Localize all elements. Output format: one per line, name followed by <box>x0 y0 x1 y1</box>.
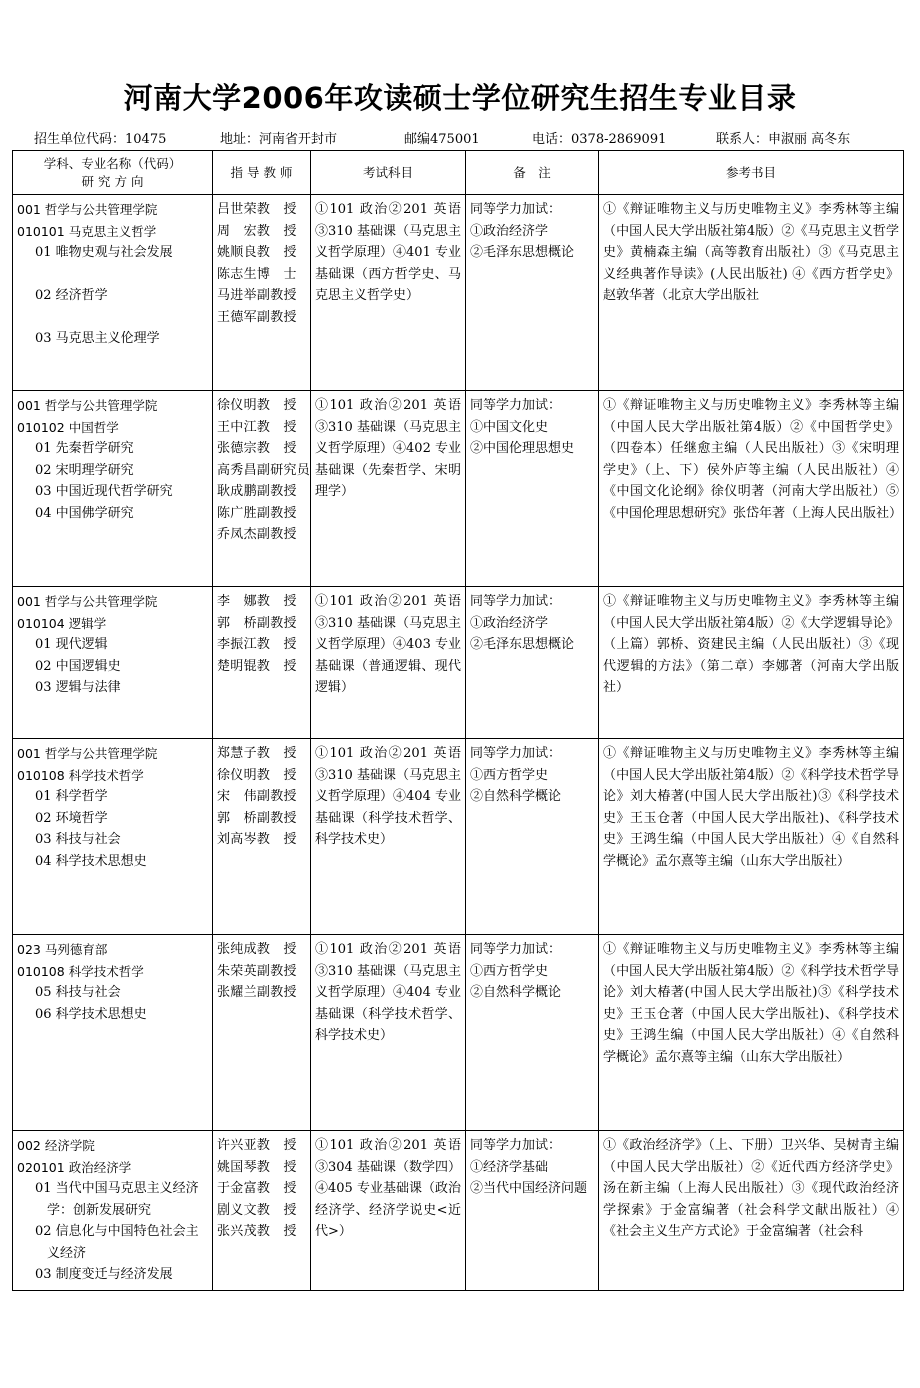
institution-info <box>0 128 920 148</box>
supervisor: 姚国琴教 授 <box>217 1159 297 1175</box>
direction: 01 先秦哲学研究 <box>35 441 134 456</box>
institution-phone: 电话：0378-2869091 <box>532 132 667 147</box>
major: 010104 逻辑学 <box>17 615 107 631</box>
department: 001 哲学与公共管理学院 <box>17 594 158 609</box>
note-line: ①政治经济学 <box>470 615 549 631</box>
supervisor: 宋 伟副教授 <box>217 789 297 804</box>
direction: 01 唯物史观与社会发展 <box>35 245 173 260</box>
header-exam: 考试科目 <box>311 151 466 195</box>
header-subject <box>13 151 213 195</box>
note-line: ①西方哲学史 <box>470 963 549 979</box>
table-row <box>13 587 904 739</box>
notes-cell <box>466 195 599 391</box>
supervisor: 朱荣英副教授 <box>217 963 297 979</box>
supervisor: 李 娜教 授 <box>217 594 297 609</box>
direction: 02 经济哲学 <box>35 288 108 303</box>
table-row <box>13 1131 904 1291</box>
table-row <box>13 739 904 935</box>
direction: 02 中国逻辑史 <box>35 658 121 674</box>
supervisor-cell <box>213 195 311 391</box>
books-cell: ①《辩证唯物主义与历史唯物主义》李秀林等主编（中国人民大学出版社第4版）②《马克思主义哲学史》黄楠森主编（高等教育出版社）③《马克思主义经典著作导读》(人民出版社) ④《西方哲学史》赵敦华著（北京大学出版社 <box>599 195 904 391</box>
direction: 04 科学技术思想史 <box>35 853 147 869</box>
note-line: ②当代中国经济问题 <box>470 1181 588 1196</box>
table-header-row <box>13 151 904 195</box>
exam-cell: ①101 政治②201 英语③310 基础课（马克思主义哲学原理）④404 专业基础课（科学技术哲学、科学技术史） <box>311 935 466 1131</box>
books-cell: ①《政治经济学》（上、下册）卫兴华、吴树青主编（中国人民大学出版社）②《近代西方经济学史》汤在新主编（上海人民出版社）③《现代政治经济学探索》于金富编著（社会科学文献出版社）④《社会主义生产方式论》于金富编著（社会科 <box>599 1131 904 1291</box>
supervisor: 张纯成教 授 <box>217 942 297 957</box>
supervisor: 徐仪明教 授 <box>217 767 297 783</box>
note-line: ②中国伦理思想史 <box>470 441 575 456</box>
books-cell: ①《辩证唯物主义与历史唯物主义》李秀林等主编（中国人民大学出版社第4版）②《科学技术哲学导论》刘大椿著(中国人民大学出版社)③《科学技术史》王玉仓著（中国人民大学出版社)、《科学技术史》王鸿生编（中国人民大学出版社）④《自然科学概论》孟尔熹等主编（山东大学出版社） <box>599 935 904 1131</box>
notes-cell <box>466 391 599 587</box>
department: 002 经济学院 <box>17 1138 95 1153</box>
department: 001 哲学与公共管理学院 <box>17 398 158 413</box>
department: 001 哲学与公共管理学院 <box>17 746 158 761</box>
note-line: 同等学力加试： <box>470 398 562 413</box>
supervisor: 许兴亚教 授 <box>217 1138 297 1153</box>
subject-cell <box>13 195 213 391</box>
major: 020101 政治经济学 <box>17 1159 132 1175</box>
note-line: ①中国文化史 <box>470 419 549 435</box>
subject-cell <box>13 739 213 935</box>
major: 010101 马克思主义哲学 <box>17 223 157 239</box>
direction: 03 马克思主义伦理学 <box>35 331 160 346</box>
supervisor: 徐仪明教 授 <box>217 398 297 413</box>
note-line: ①西方哲学史 <box>470 767 549 783</box>
direction: 01 科学哲学 <box>35 789 108 804</box>
exam-cell: ①101 政治②201 英语③310 基础课（马克思主义哲学原理）④401 专业基础课（西方哲学史、马克思主义哲学史） <box>311 195 466 391</box>
direction: 06 科学技术思想史 <box>35 1006 147 1022</box>
table-row <box>13 391 904 587</box>
direction: 02 信息化与中国特色社会主义经济 <box>35 1224 199 1261</box>
supervisor: 陈志生博 士 <box>217 266 297 282</box>
institution-address: 地址：河南省开封市 <box>220 132 338 147</box>
notes-cell <box>466 587 599 739</box>
note-line: 同等学力加试： <box>470 594 562 609</box>
supervisor: 张耀兰副教授 <box>217 985 297 1000</box>
supervisor: 于金富教 授 <box>217 1181 297 1196</box>
direction: 05 科技与社会 <box>35 985 121 1000</box>
supervisor-cell <box>213 739 311 935</box>
exam-cell: ①101 政治②201 英语③310 基础课（马克思主义哲学原理）④404 专业基础课（科学技术哲学、科学技术史） <box>311 739 466 935</box>
page-title: 河南大学2006年攻读硕士学位研究生招生专业目录 <box>123 81 797 115</box>
supervisor: 周 宏教 授 <box>217 223 297 239</box>
notes-cell <box>466 739 599 935</box>
header-subject-line2: 研 究 方 向 <box>81 173 144 189</box>
note-line: ②自然科学概论 <box>470 789 562 804</box>
table-row <box>13 195 904 391</box>
supervisor: 张兴茂教 授 <box>217 1224 297 1239</box>
header-notes: 备 注 <box>466 151 599 195</box>
header-supervisor: 指 导 教 师 <box>213 151 311 195</box>
supervisor: 李振江教 授 <box>217 637 297 652</box>
direction: 01 现代逻辑 <box>35 637 108 652</box>
subject-cell <box>13 1131 213 1291</box>
note-line: ②自然科学概论 <box>470 985 562 1000</box>
supervisor-cell <box>213 935 311 1131</box>
supervisor: 楚明锟教 授 <box>217 658 297 674</box>
supervisor: 耿成鹏副教授 <box>217 484 297 499</box>
major: 010108 科学技术哲学 <box>17 963 144 979</box>
subject-cell <box>13 587 213 739</box>
supervisor: 乔凤杰副教授 <box>217 527 297 542</box>
direction: 03 逻辑与法律 <box>35 680 121 695</box>
exam-cell: ①101 政治②201 英语③310 基础课（马克思主义哲学原理）④402 专业基础课（先秦哲学、宋明理学） <box>311 391 466 587</box>
major: 010102 中国哲学 <box>17 419 119 435</box>
note-line: 同等学力加试： <box>470 1138 562 1153</box>
direction: 01 当代中国马克思主义经济学：创新发展研究 <box>35 1181 199 1218</box>
note-line: 同等学力加试： <box>470 202 562 217</box>
supervisor: 王中江教 授 <box>217 419 297 435</box>
header-subject-line1: 学科、专业名称（代码） <box>43 155 182 171</box>
supervisor: 姚顺良教 授 <box>217 245 297 260</box>
note-line: ①政治经济学 <box>470 223 549 239</box>
supervisor: 陈广胜副教授 <box>217 505 297 521</box>
subject-cell <box>13 391 213 587</box>
direction: 03 制度变迁与经济发展 <box>35 1267 173 1282</box>
direction: 02 宋明理学研究 <box>35 462 134 478</box>
exam-cell: ①101 政治②201 英语③304 基础课（数学四）④405 专业基础课（政治经济学、经济学说史<近代>） <box>311 1131 466 1291</box>
note-line: ②毛泽东思想概论 <box>470 637 575 652</box>
supervisor-cell <box>213 587 311 739</box>
supervisor-cell <box>213 391 311 587</box>
supervisor: 王德军副教授 <box>217 309 297 325</box>
note-line: 同等学力加试： <box>470 942 562 957</box>
supervisor: 刘高岑教 授 <box>217 832 297 847</box>
note-line: 同等学力加试： <box>470 746 562 761</box>
subject-cell <box>13 935 213 1131</box>
supervisor-cell <box>213 1131 311 1291</box>
direction-gap <box>17 264 208 286</box>
exam-cell: ①101 政治②201 英语③310 基础课（马克思主义哲学原理）④403 专业基础课（普通逻辑、现代逻辑） <box>311 587 466 739</box>
direction: 03 科技与社会 <box>35 832 121 847</box>
supervisor: 郭 桥副教授 <box>217 615 297 631</box>
direction-gap <box>17 307 208 329</box>
supervisor: 郭 桥副教授 <box>217 810 297 826</box>
direction: 04 中国佛学研究 <box>35 505 134 521</box>
books-cell: ①《辩证唯物主义与历史唯物主义》李秀林等主编（中国人民大学出版社第4版）②《中国哲学史》（四卷本）任继愈主编（人民出版社）③《宋明理学史》（上、下）侯外庐等主编（人民出版社）④《中国文化论纲》徐仪明著（河南大学出版社）⑤《中国伦理思想研究》张岱年著（上海人民出版社） <box>599 391 904 587</box>
header-books: 参考书目 <box>599 151 904 195</box>
direction: 03 中国近现代哲学研究 <box>35 484 173 499</box>
department: 001 哲学与公共管理学院 <box>17 202 158 217</box>
supervisor: 剧义文教 授 <box>217 1202 297 1218</box>
notes-cell <box>466 935 599 1131</box>
supervisor: 马进举副教授 <box>217 288 297 303</box>
direction: 02 环境哲学 <box>35 810 108 826</box>
department: 023 马列德育部 <box>17 942 108 957</box>
notes-cell <box>466 1131 599 1291</box>
institution-code: 招生单位代码：10475 <box>34 132 167 147</box>
books-cell: ①《辩证唯物主义与历史唯物主义》李秀林等主编（中国人民大学出版社第4版）②《科学技术哲学导论》刘大椿著(中国人民大学出版社)③《科学技术史》王玉仓著（中国人民大学出版社)、《科学技术史》王鸿生编（中国人民大学出版社）④《自然科学概论》孟尔熹等主编（山东大学出版社） <box>599 739 904 935</box>
institution-postcode: 邮编475001 <box>404 132 480 147</box>
major: 010108 科学技术哲学 <box>17 767 144 783</box>
table-row <box>13 935 904 1131</box>
note-line: ①经济学基础 <box>470 1159 549 1175</box>
supervisor: 郑慧子教 授 <box>217 746 297 761</box>
books-cell: ①《辩证唯物主义与历史唯物主义》李秀林等主编（中国人民大学出版社第4版）②《大学逻辑导论》（上篇）郭桥、资建民主编（人民出版社）③《现代逻辑的方法》（第二章）李娜著（河南大学出版社） <box>599 587 904 739</box>
institution-contact: 联系人：申淑丽 高冬东 <box>716 132 851 147</box>
supervisor: 吕世荣教 授 <box>217 202 297 217</box>
supervisor: 高秀昌副研究员 <box>217 462 311 478</box>
supervisor: 张德宗教 授 <box>217 441 297 456</box>
note-line: ②毛泽东思想概论 <box>470 245 575 260</box>
catalog-table <box>12 150 904 1291</box>
